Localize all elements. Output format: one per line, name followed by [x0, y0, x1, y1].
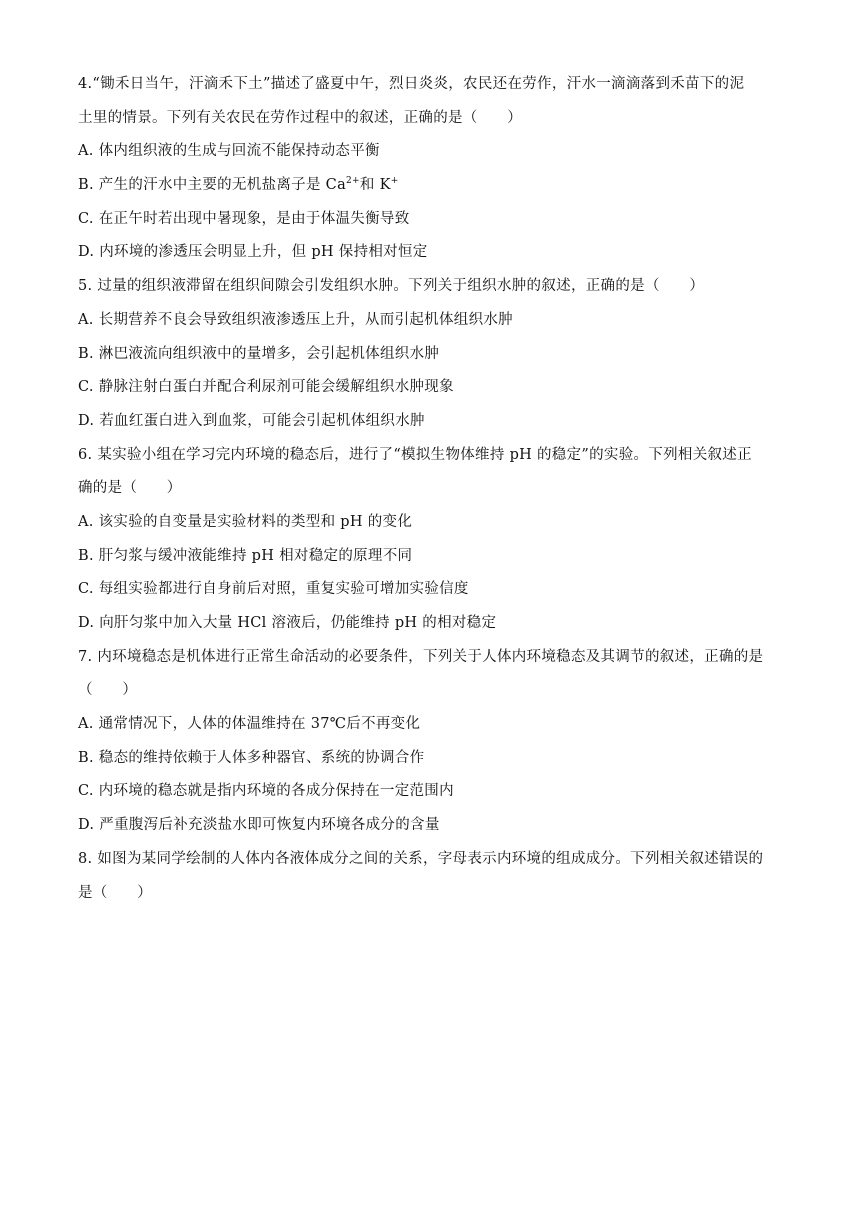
option-a: A. 通常情况下，人体的体温维持在 37℃后不再变化	[78, 716, 421, 733]
option-b-middle: 和 K	[359, 177, 391, 194]
question-6	[78, 441, 784, 643]
question-stem: （ ）	[78, 682, 138, 699]
option-d: D. 内环境的渗透压会明显上升，但 pH 保持相对恒定	[78, 244, 428, 261]
question-stem: 7. 内环境稳态是机体进行正常生命活动的必要条件，下列关于人体内环境稳态及其调节的叙述，正确的是	[78, 648, 764, 665]
question-stem: 确的是（ ）	[78, 480, 182, 497]
option-d: D. 若血红蛋白进入到血浆，可能会引起机体组织水肿	[78, 412, 425, 429]
question-stem: 5. 过量的组织液滞留在组织间隙会引发组织水肿。下列关于组织水肿的叙述，正确的是（ ）	[78, 278, 705, 295]
question-stem: 土里的情景。下列有关农民在劳作过程中的叙述，正确的是（ ）	[78, 109, 522, 126]
option-b: B. 稳态的维持依赖于人体多种器官、系统的协调合作	[78, 749, 425, 766]
option-d: D. 严重腹泻后补充淡盐水即可恢复内环境各成分的含量	[78, 817, 440, 834]
calcium-charge: 2+	[346, 176, 360, 187]
question-stem: 6. 某实验小组在学习完内环境的稳态后，进行了“模拟生物体维持 pH 的稳定”的实验。下列相关叙述正	[78, 446, 752, 463]
option-c: C. 每组实验都进行自身前后对照，重复实验可增加实验信度	[78, 581, 469, 598]
question-4	[78, 70, 784, 272]
option-c: C. 内环境的稳态就是指内环境的各成分保持在一定范围内	[78, 783, 454, 800]
option-b: B. 淋巴液流向组织液中的量增多，会引起机体组织水肿	[78, 345, 440, 362]
option-b: B. 肝匀浆与缓冲液能维持 pH 相对稳定的原理不同	[78, 547, 413, 564]
option-a: A. 长期营养不良会导致组织液渗透压上升，从而引起机体组织水肿	[78, 311, 513, 328]
option-b-text: B. 产生的汗水中主要的无机盐离子是 Ca	[78, 177, 347, 194]
question-7	[78, 643, 784, 845]
question-stem: 是（ ）	[78, 884, 152, 901]
option-c: C. 静脉注射白蛋白并配合利尿剂可能会缓解组织水肿现象	[78, 379, 454, 396]
potassium-charge: +	[390, 176, 399, 187]
question-8	[78, 845, 784, 912]
question-5	[78, 272, 784, 440]
option-b	[78, 171, 784, 205]
option-a: A. 体内组织液的生成与回流不能保持动态平衡	[78, 143, 380, 160]
option-d: D. 向肝匀浆中加入大量 HCl 溶液后，仍能维持 pH 的相对稳定	[78, 615, 497, 631]
option-c: C. 在正午时若出现中暑现象，是由于体温失衡导致	[78, 210, 410, 227]
option-a: A. 该实验的自变量是实验材料的类型和 pH 的变化	[78, 513, 413, 530]
question-stem: 8. 如图为某同学绘制的人体内各液体成分之间的关系，字母表示内环境的组成成分。下列相关叙述错误的	[78, 850, 764, 867]
exam-page	[78, 70, 784, 912]
question-stem: 4.“锄禾日当午，汗滴禾下土”描述了盛夏中午，烈日炎炎，农民还在劳作，汗水一滴滴落到禾苗下的泥	[78, 76, 745, 92]
